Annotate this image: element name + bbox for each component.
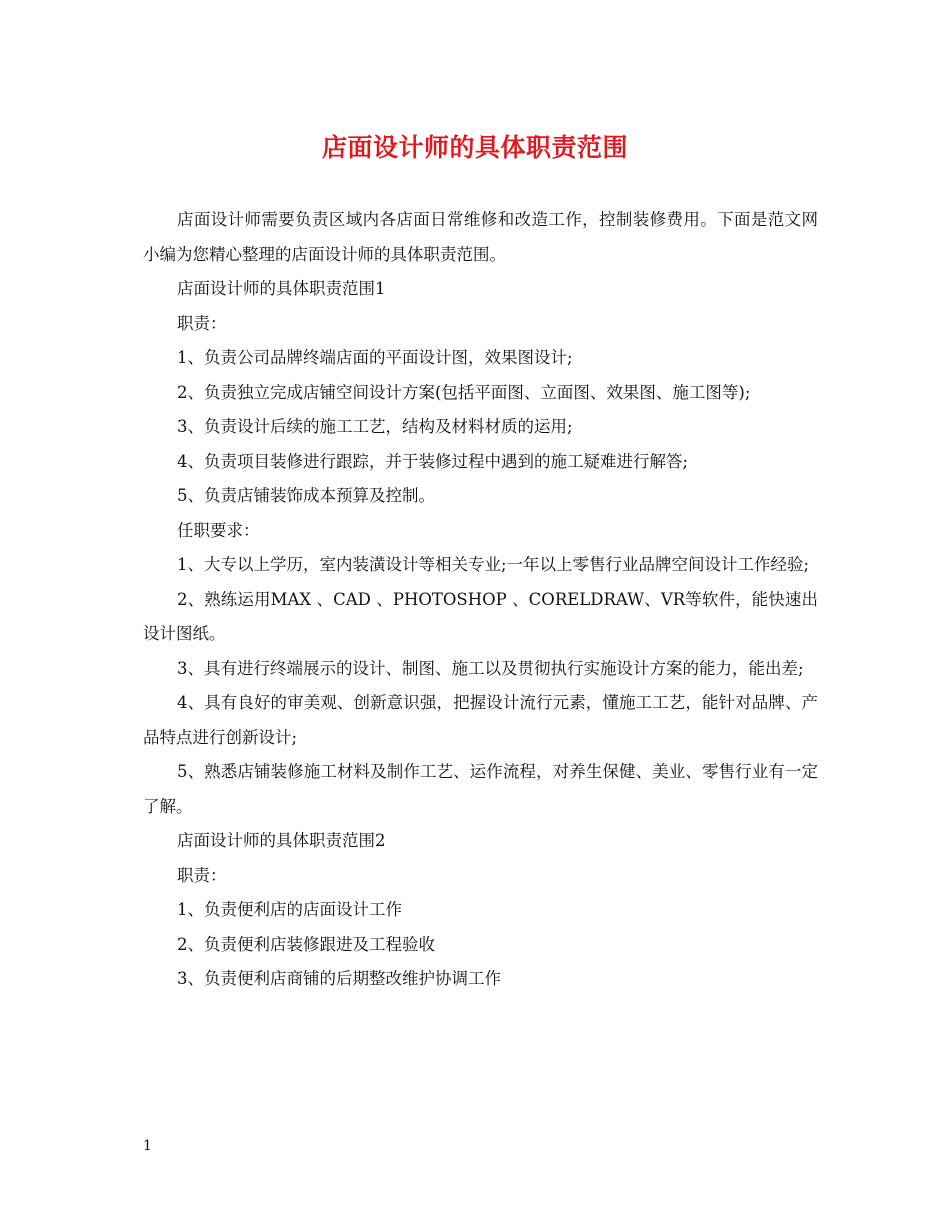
document-title: 店面设计师的具体职责范围 bbox=[321, 133, 628, 162]
paragraph-label: 任职要求： bbox=[177, 520, 260, 540]
list-item: 5、负责店铺装饰成本预算及控制。 bbox=[177, 486, 435, 505]
paragraph-label: 职责： bbox=[177, 313, 227, 333]
list-item: 2、负责独立完成店铺空间设计方案(包括平面图、立面图、效果图、施工图等); bbox=[177, 382, 751, 402]
list-item: 5、熟悉店铺装修施工材料及制作工艺、运作流程，对养生保健、美业、零售行业有一定了解。 bbox=[143, 762, 818, 816]
section-heading: 店面设计师的具体职责范围2 bbox=[177, 831, 386, 850]
list-item: 2、熟练运用MAX 、CAD 、PHOTOSHOP 、CORELDRAW、VR等软件，能快速出设计图纸。 bbox=[143, 589, 818, 643]
list-item: 3、负责便利店商铺的后期整改维护协调工作 bbox=[177, 969, 501, 988]
list-item: 2、负责便利店装修跟进及工程验收 bbox=[177, 934, 435, 954]
list-item: 3、具有进行终端展示的设计、制图、施工以及贯彻执行实施设计方案的能力，能出差; bbox=[177, 658, 804, 678]
document-body bbox=[143, 203, 818, 997]
list-item: 4、负责项目装修进行跟踪，并于装修过程中遇到的施工疑难进行解答; bbox=[177, 451, 689, 471]
list-item: 1、大专以上学历，室内装潢设计等相关专业;一年以上零售行业品牌空间设计工作经验; bbox=[177, 555, 810, 574]
list-item: 4、具有良好的审美观、创新意识强，把握设计流行元素，懂施工工艺，能针对品牌、产品特点进行创新设计; bbox=[143, 693, 818, 747]
paragraph-label: 职责： bbox=[177, 865, 227, 885]
paragraph: 店面设计师需要负责区域内各店面日常维修和改造工作，控制装修费用。下面是范文网小编为您精心整理的店面设计师的具体职责范围。 bbox=[143, 210, 818, 264]
list-item: 1、负责便利店的店面设计工作 bbox=[177, 900, 402, 919]
page-number: 1 bbox=[143, 1138, 152, 1154]
section-heading: 店面设计师的具体职责范围1 bbox=[177, 279, 386, 298]
list-item: 3、负责设计后续的施工工艺，结构及材料材质的运用; bbox=[177, 417, 573, 436]
list-item: 1、负责公司品牌终端店面的平面设计图，效果图设计; bbox=[177, 348, 573, 367]
